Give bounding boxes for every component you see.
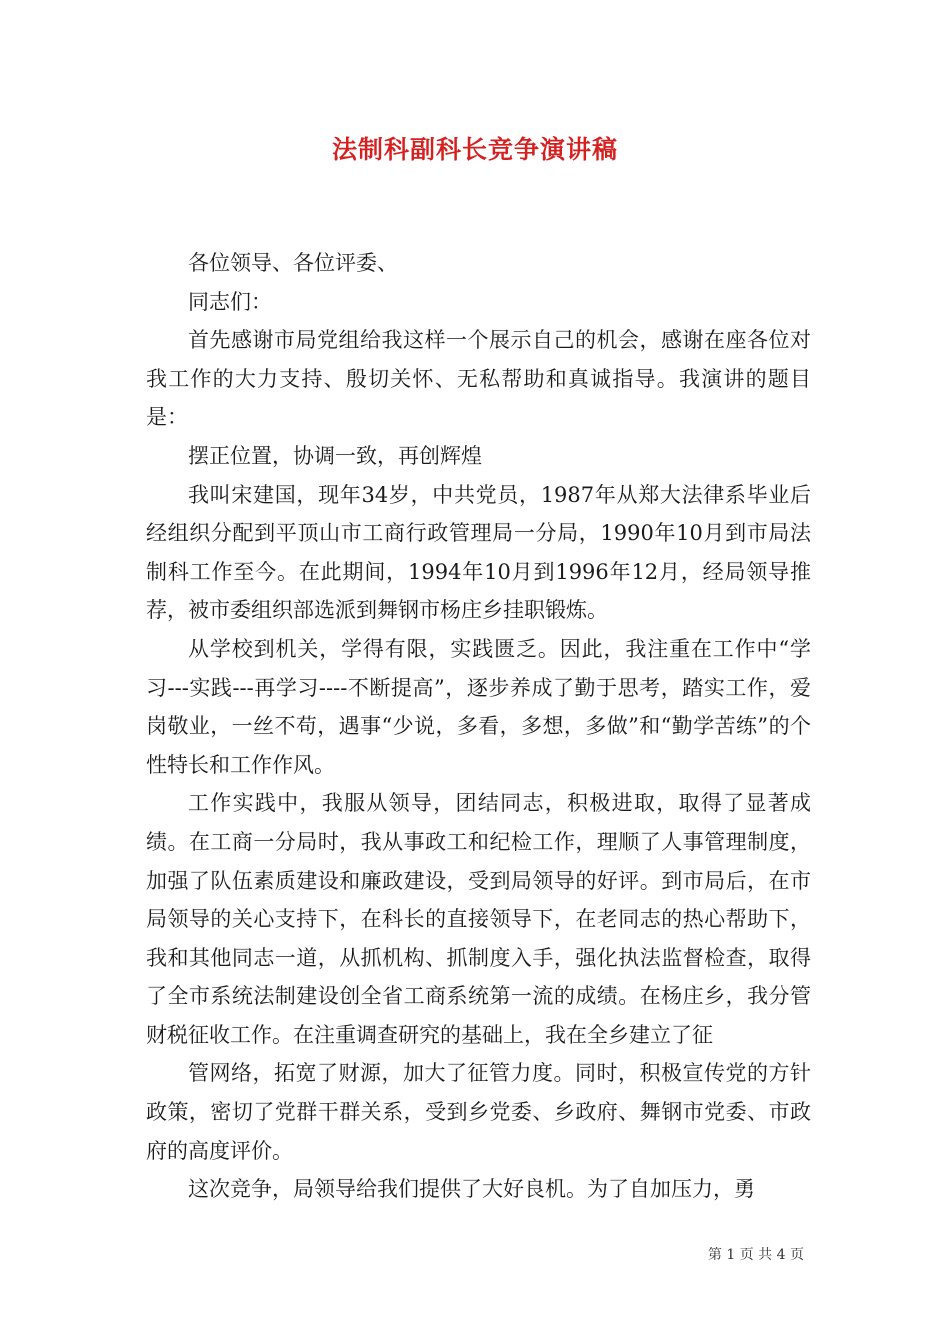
paragraph-topic: 摆正位置，协调一致，再创辉煌 [188, 443, 482, 468]
document-body [146, 244, 811, 1209]
paragraph-salutation-2: 同志们： [188, 289, 272, 314]
paragraph-competition: 这次竞争，局领导给我们提供了大好良机。为了自加压力，勇 [188, 1177, 755, 1202]
paragraph-salutation-1: 各位领导、各位评委、 [188, 251, 398, 275]
document-title: 法制科副科长竞争演讲稿 [331, 135, 618, 164]
paragraph-study: 从学校到机关，学得有限，实践匮乏。因此，我注重在工作中“学习---实践---再学习----不断提高”，逐步养成了勤于思考，踏实工作，爱岗敬业，一丝不苟，遇事“少说，多看，多想，多做”和“勤学苦练”的个性特长和工作作风。 [146, 636, 811, 777]
paragraph-intro: 首先感谢市局党组给我这样一个展示自己的机会，感谢在座各位对我工作的大力支持、殷切关怀、无私帮助和真诚指导。我演讲的题目是： [146, 328, 811, 430]
page-number-footer: 第 1 页 共 4 页 [707, 1247, 804, 1263]
paragraph-continued: 管网络，拓宽了财源，加大了征管力度。同时，积极宣传党的方针政策，密切了党群干群关系，受到乡党委、乡政府、舞钢市党委、市政府的高度评价。 [146, 1061, 811, 1163]
paragraph-self-intro: 我叫宋建国，现年34岁，中共党员，1987年从郑大法律系毕业后经组织分配到平顶山市工商行政管理局一分局，1990年10月到市局法制科工作至今。在此期间，1994年10月到1996年12月，经局领导推荐，被市委组织部选派到舞钢市杨庄乡挂职锻炼。 [146, 482, 811, 623]
paragraph-work-practice: 工作实践中，我服从领导，团结同志，积极进取，取得了显著成绩。在工商一分局时，我从事政工和纪检工作，理顺了人事管理制度，加强了队伍素质建设和廉政建设，受到局领导的好评。到市局后，在市局领导的关心支持下，在科长的直接领导下，在老同志的热心帮助下，我和其他同志一道，从抓机构、抓制度入手，强化执法监督检查，取得了全市系统法制建设创全省工商系统第一流的成绩。在杨庄乡，我分管财税征收工作。在注重调查研究的基础上，我在全乡建立了征 [146, 791, 811, 1047]
